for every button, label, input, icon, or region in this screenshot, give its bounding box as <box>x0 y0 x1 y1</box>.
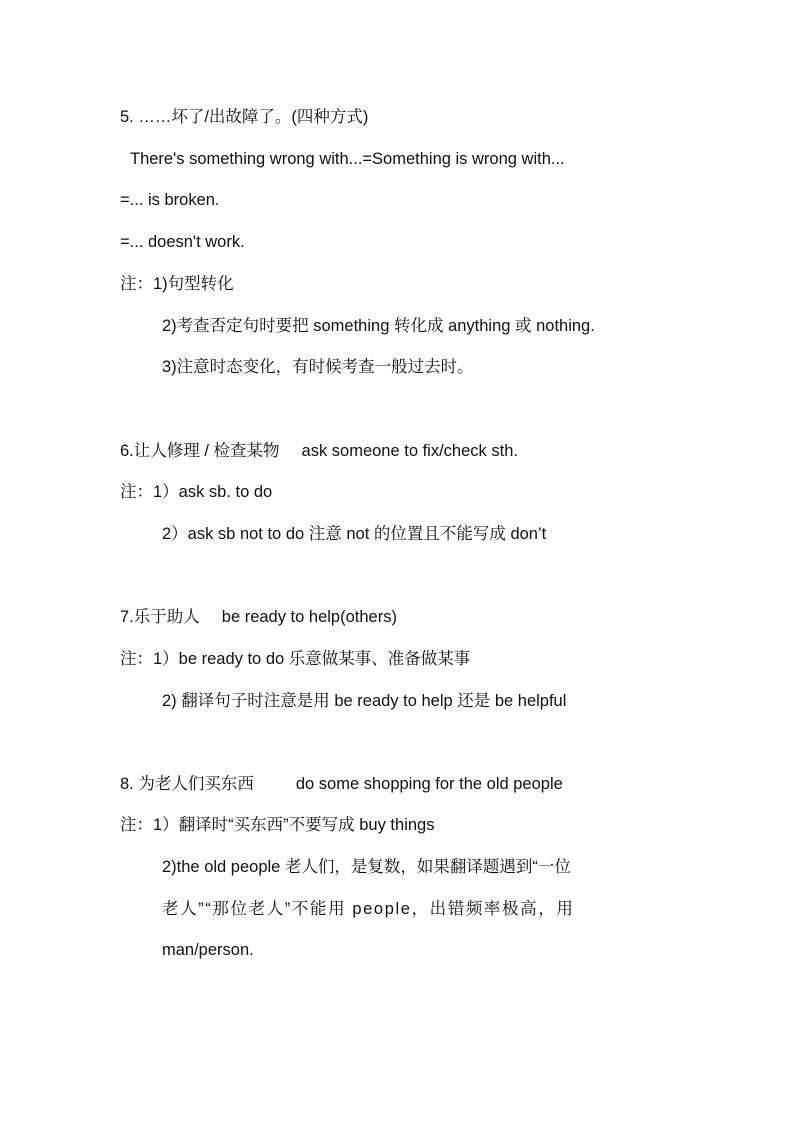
section-5-note-1: 注：1)句型转化 <box>120 275 234 293</box>
section-8-title-cn: 8. 为老人们买东西 <box>120 775 254 793</box>
section-5-note-2: 2)考查否定句时要把 something 转化成 anything 或 nothing. <box>162 317 595 335</box>
section-7-title-en: be ready to help(others) <box>221 608 397 626</box>
section-5-line-3: =... doesn't work. <box>120 233 245 251</box>
section-8-note-1: 注：1）翻译时“买东西”不要写成 buy things <box>120 816 435 834</box>
section-8-note-2-line-2: 老人”“那位老人”不能用 people，出错频率极高，用 <box>162 900 575 918</box>
section-6-note-1: 注：1）ask sb. to do <box>120 483 273 501</box>
section-8-title <box>120 774 563 794</box>
section-7-title <box>120 607 397 627</box>
section-5-line-2: =... is broken. <box>120 191 220 209</box>
section-7-note-2: 2) 翻译句子时注意是用 be ready to help 还是 be helpful <box>162 692 567 710</box>
section-7-title-cn: 7.乐于助人 <box>120 608 200 626</box>
section-6-title <box>120 441 518 461</box>
section-8-title-en: do some shopping for the old people <box>295 775 563 793</box>
section-6-title-en: ask someone to fix/check sth. <box>301 442 518 460</box>
section-6-title-cn: 6.让人修理 / 检查某物 <box>120 442 280 460</box>
section-5-line-1: There's something wrong with...=Something is wrong with... <box>130 150 565 168</box>
section-8-note-2-line-1: 2)the old people 老人们，是复数，如果翻译题遇到“一位 <box>162 858 571 876</box>
section-6-note-2: 2）ask sb not to do 注意 not 的位置且不能写成 don’t <box>162 525 547 543</box>
section-5-note-3: 3)注意时态变化，有时候考查一般过去时。 <box>162 358 474 376</box>
section-7-note-1: 注：1）be ready to do 乐意做某事、准备做某事 <box>120 650 471 668</box>
section-5-title: 5. ……坏了/出故障了。(四种方式) <box>120 108 369 126</box>
section-8-note-2-line-3: man/person. <box>162 941 254 959</box>
